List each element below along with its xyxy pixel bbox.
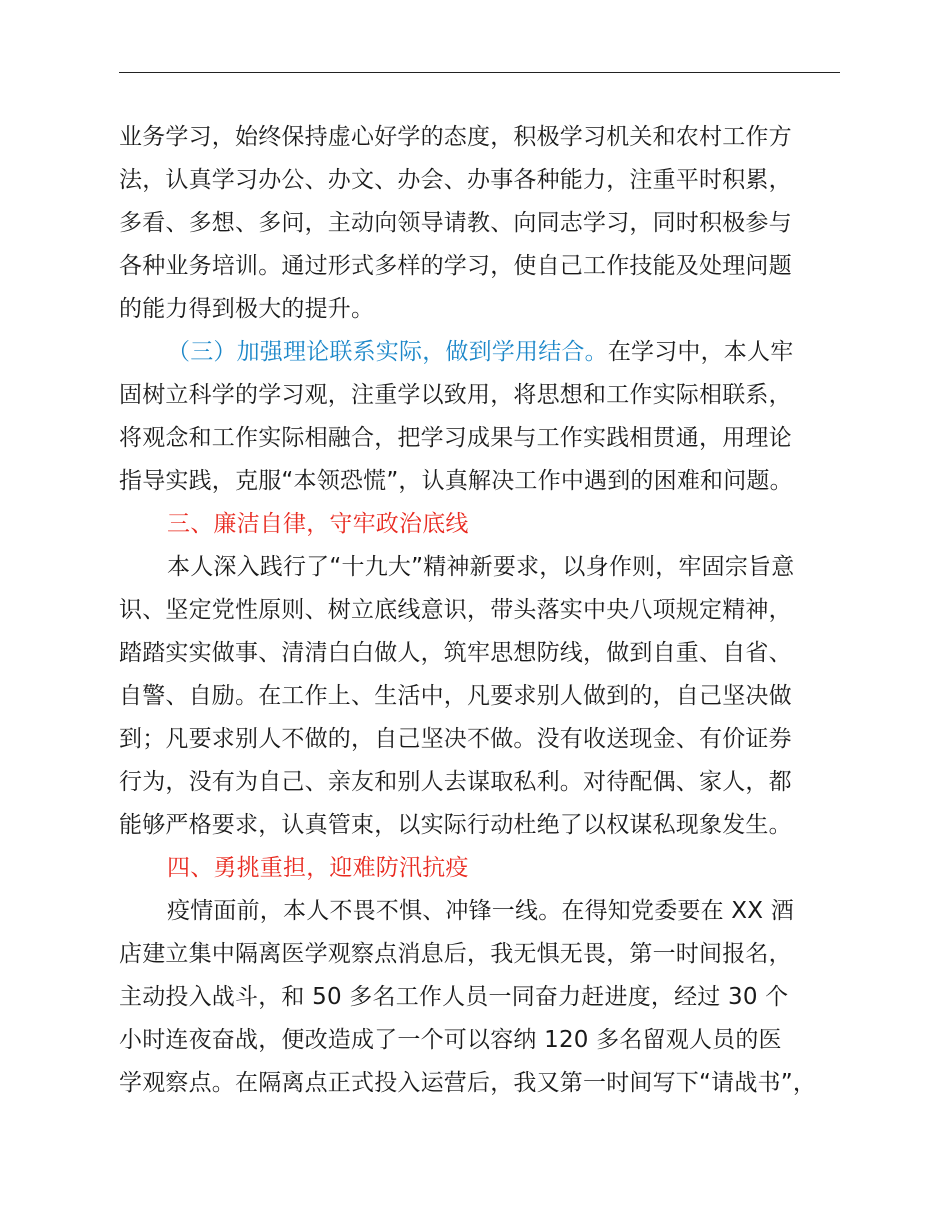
text-line [119, 589, 843, 632]
text-line [119, 202, 843, 245]
text-line [119, 460, 843, 503]
text-line [119, 417, 843, 460]
text-line [119, 718, 843, 761]
text-line [119, 1019, 843, 1062]
line-text: 小时连夜奋战，便改造成了一个可以容纳 120 多名留观人员的医 [119, 1027, 782, 1053]
line-text: 店建立集中隔离医学观察点消息后，我无惧无畏，第一时间报名， [119, 941, 792, 967]
text-line [119, 675, 843, 718]
line-text: 识、坚定党性原则、树立底线意识，带头落实中央八项规定精神， [119, 597, 792, 623]
text-line [119, 245, 843, 288]
line-text: 主动投入战斗，和 50 多名工作人员一同奋力赶进度，经过 30 个 [119, 984, 789, 1010]
text-line [119, 632, 843, 675]
text-line [119, 761, 843, 804]
line-text: 指导实践，克服“本领恐慌”，认真解决工作中遇到的困难和问题。 [119, 468, 793, 494]
line-text: 能够严格要求，认真管束，以实际行动杜绝了以权谋私现象发生。 [119, 812, 792, 838]
line-text: 的能力得到极大的提升。 [119, 296, 375, 322]
line-text: 固树立科学的学习观，注重学以致用，将思想和工作实际相联系， [119, 382, 792, 408]
line-text: 多看、多想、多问，主动向领导请教、向同志学习，同时积极参与 [119, 210, 792, 236]
text-line [119, 546, 843, 589]
text-line [119, 933, 843, 976]
header-rule [119, 72, 840, 73]
text-line [119, 976, 843, 1019]
text-line [119, 288, 843, 331]
section-heading [119, 847, 843, 890]
line-text: 将观念和工作实际相融合，把学习成果与工作实践相贯通，用理论 [119, 425, 792, 451]
text-line [119, 331, 843, 374]
line-text: 行为，没有为自己、亲友和别人去谋取私利。对待配偶、家人，都 [119, 769, 792, 795]
text-line [119, 159, 843, 202]
section-heading-text: 三、廉洁自律，守牢政治底线 [167, 511, 469, 537]
text-line [119, 1062, 843, 1105]
line-text: 踏踏实实做事、清清白白做人，筑牢思想防线，做到自重、自省、 [119, 640, 792, 666]
text-line [119, 804, 843, 847]
line-text: 自警、自励。在工作上、生活中，凡要求别人做到的，自己坚决做 [119, 683, 792, 709]
line-text: 到；凡要求别人不做的，自己坚决不做。没有收送现金、有价证券 [119, 726, 792, 752]
section-heading [119, 503, 843, 546]
text-line [119, 374, 843, 417]
line-text: 学观察点。在隔离点正式投入运营后，我又第一时间写下“请战书”， [119, 1070, 817, 1096]
line-text: 法，认真学习办公、办文、办会、办事各种能力，注重平时积累， [119, 167, 792, 193]
text-line [119, 890, 843, 933]
section-heading-text: 四、勇挑重担，迎难防汛抗疫 [167, 855, 469, 881]
subheading-blue: （三）加强理论联系实际，做到学用结合。 [167, 339, 608, 365]
text-line [119, 116, 843, 159]
line-text: 疫情面前，本人不畏不惧、冲锋一线。在得知党委要在 XX 酒 [167, 898, 794, 924]
line-text: 各种业务培训。通过形式多样的学习，使自己工作技能及处理问题 [119, 253, 792, 279]
line-text: 在学习中，本人牢 [607, 339, 794, 365]
line-text: 本人深入践行了“十九大”精神新要求，以身作则，牢固宗旨意 [167, 554, 795, 580]
document-body [119, 116, 843, 1105]
line-text: 业务学习，始终保持虚心好学的态度，积极学习机关和农村工作方 [119, 124, 792, 150]
